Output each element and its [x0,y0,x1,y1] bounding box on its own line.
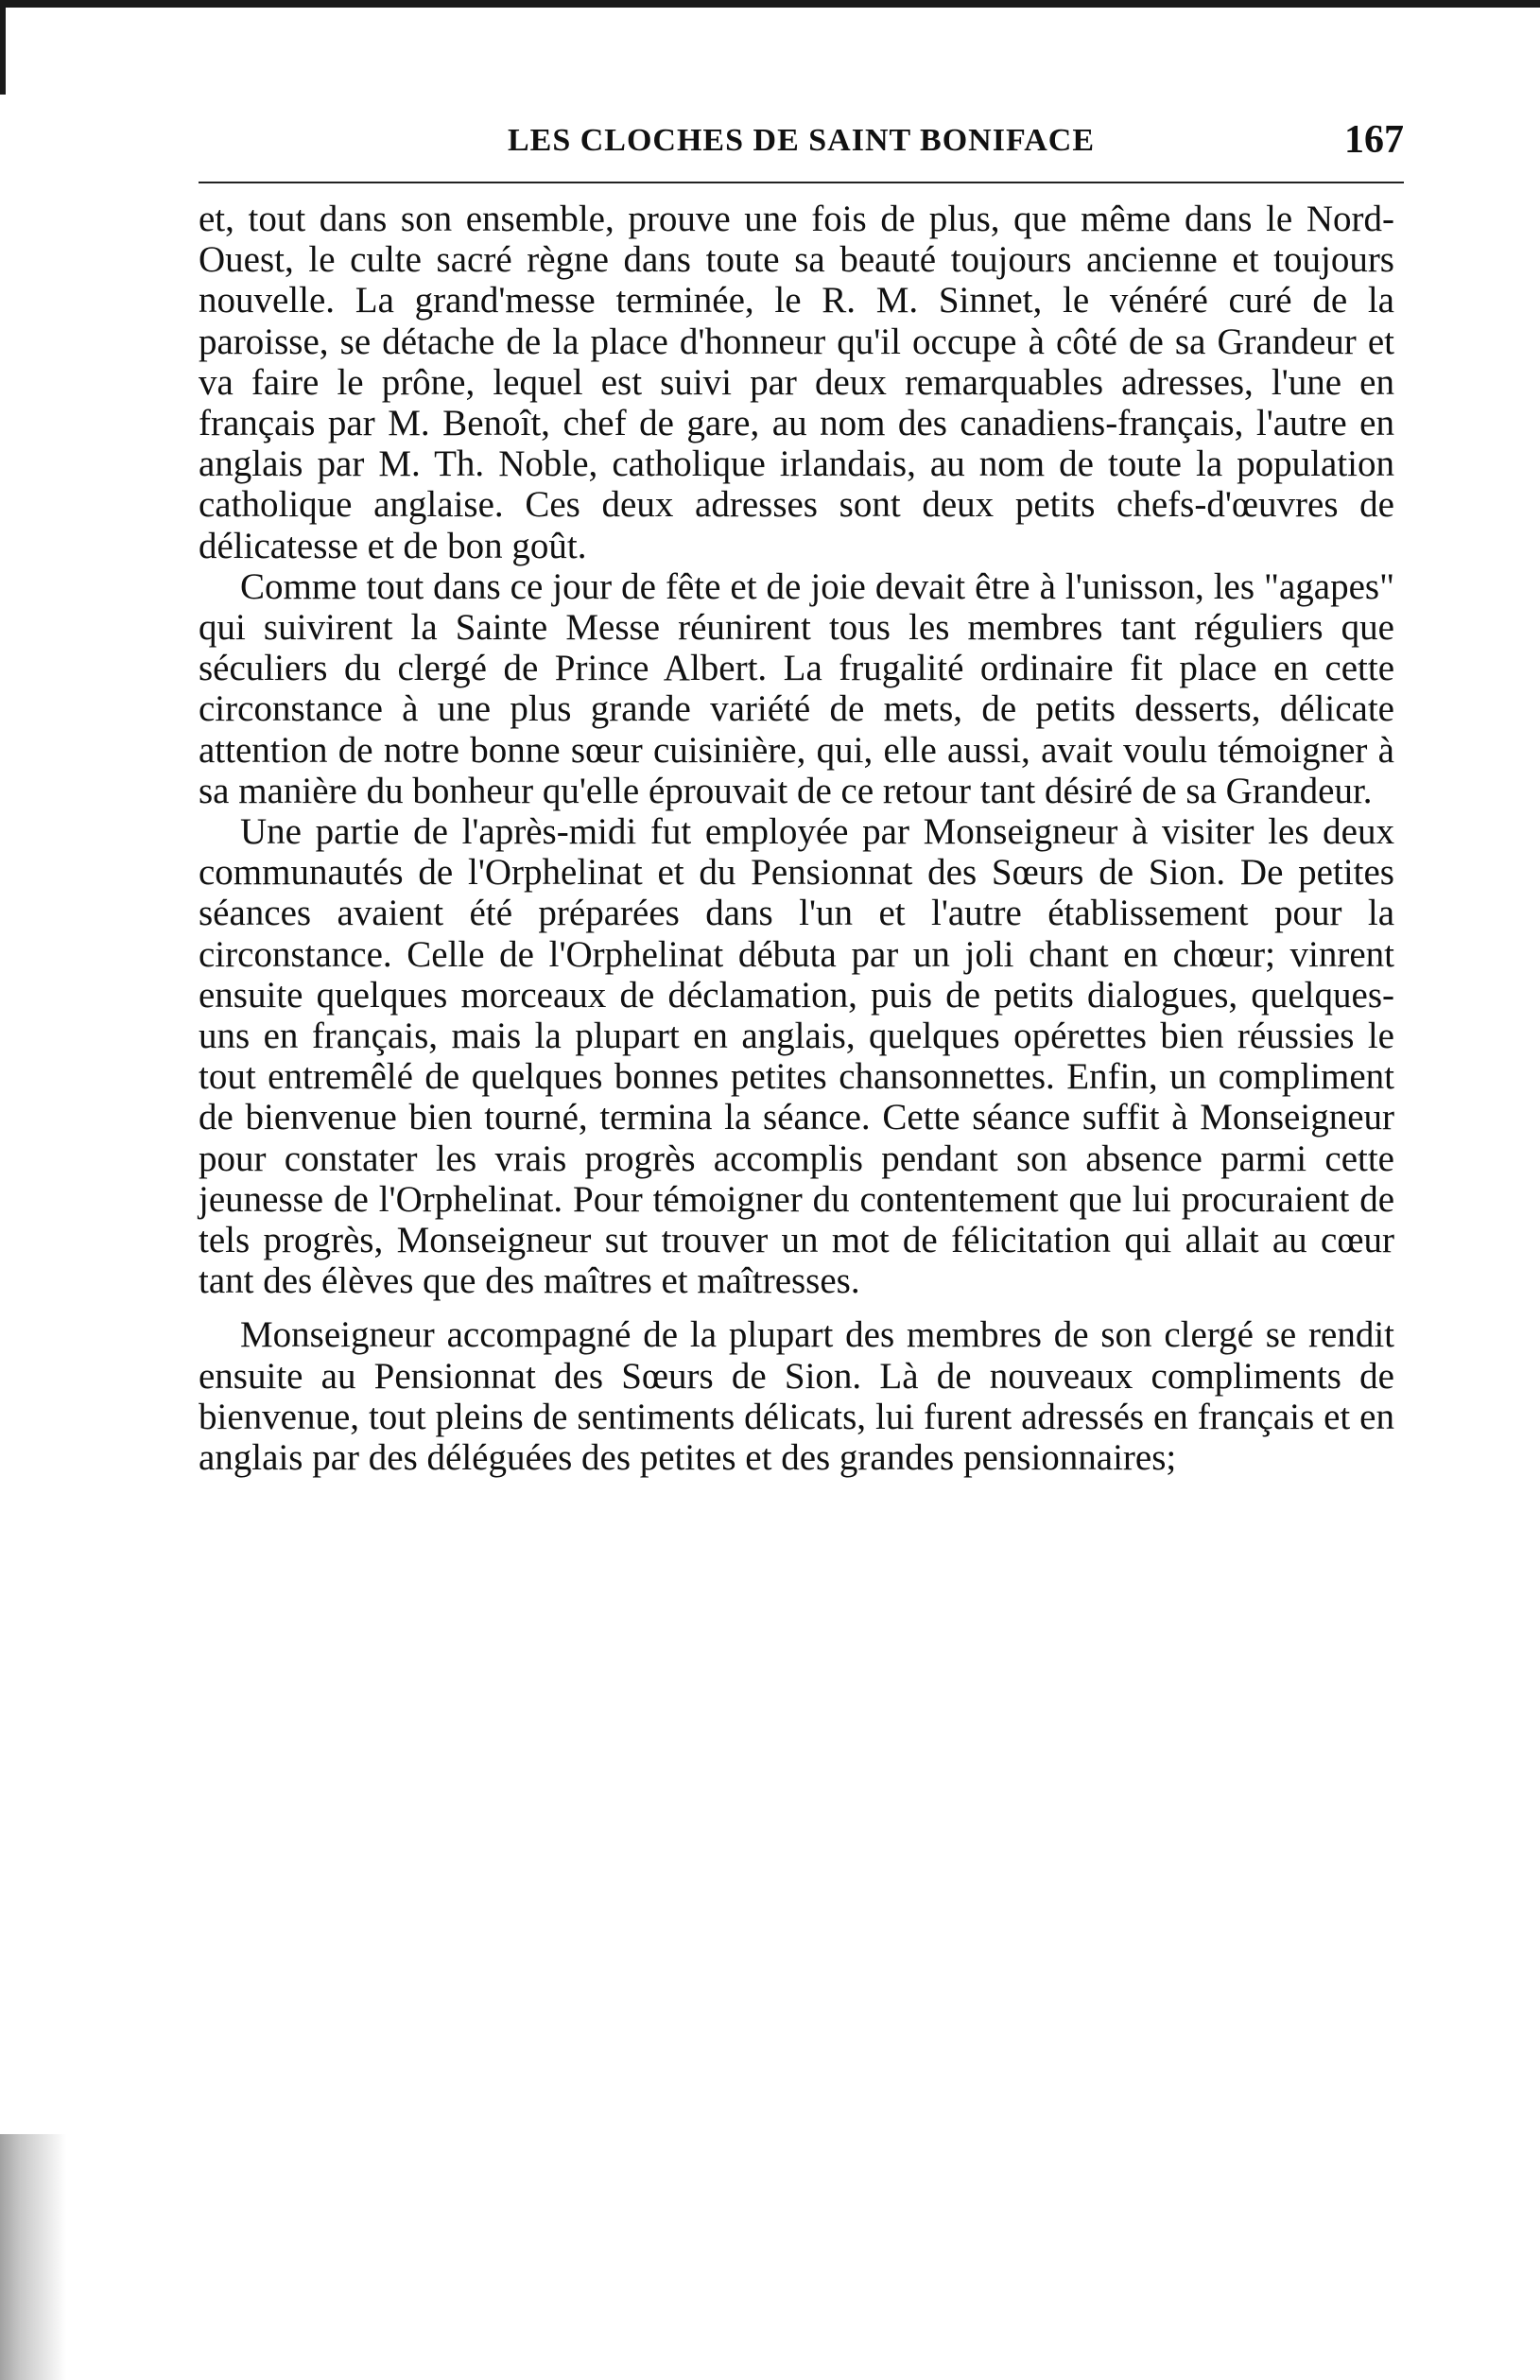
page-number: 167 [1344,118,1404,162]
paragraph: Comme tout dans ce jour de fête et de joie devait être à l'unisson, les "agapes" qui suivirent la Sainte Messe réunirent tous les membres tant réguliers que séculiers du clergé de Prince Albert. La frugalité ordinaire fit place en cette circonstance à une plus grande variété de mets, de petits desserts, délicate attention de notre bonne sœur cuisinière, qui, elle aussi, avait voulu témoigner à sa manière du bonheur qu'elle éprouvait de ce retour tant désiré de sa Grandeur. [199,565,1394,811]
running-head [199,112,1404,168]
body-text [199,199,1394,1478]
binding-edge-shadow [0,2134,66,2380]
paragraph: Monseigneur accompagné de la plupart des membres de son clergé se rendit ensuite au Pensionnat des Sœurs de Sion. Là de nouveaux compliments de bienvenue, tout pleins de sentiments délicats, lui furent adressés en français et en anglais par des déléguées des petites et des grandes pensionnaires; [199,1314,1394,1479]
left-edge-mark [0,0,6,95]
running-title: LES CLOCHES DE SAINT BONIFACE [507,123,1095,158]
paragraph: Une partie de l'après-midi fut employée par Monseigneur à visiter les deux communautés de l'Orphelinat et du Pensionnat des Sœurs de Sion. De petites séances avaient été préparées dans l'un et l'autre établissement pour la circonstance. Celle de l'Orphelinat débuta par un joli chant en chœur; vinrent ensuite quelques morceaux de déclamation, puis de petits dialogues, quelques-uns en français, mais la plupart en anglais, quelques opérettes bien réussies le tout entremêlé de quelques bonnes petites chansonnettes. Enfin, un compliment de bienvenue bien tourné, termina la séance. Cette séance suffit à Monseigneur pour constater les vrais progrès accomplis pendant son absence parmi cette jeunesse de l'Orphelinat. Pour témoigner du contentement que lui procuraient de tels progrès, Monseigneur sut trouver un mot de félicitation qui allait au cœur tant des élèves que des maîtres et maîtresses. [199,811,1394,1302]
top-border-rule [0,0,1540,8]
paragraph: et, tout dans son ensemble, prouve une fois de plus, que même dans le Nord-Ouest, le culte sacré règne dans toute sa beauté toujours ancienne et toujours nouvelle. La grand'messe terminée, le R. M. Sinnet, le vénéré curé de la paroisse, se détache de la place d'honneur qu'il occupe à côté de sa Grandeur et va faire le prône, lequel est suivi par deux remarquables adresses, l'une en français par M. Benoît, chef de gare, au nom des canadiens-français, l'autre en anglais par M. Th. Noble, catholique irlandais, au nom de toute la population catholique anglaise. Ces deux adresses sont deux petits chefs-d'œuvres de délicatesse et de bon goût. [199,199,1394,566]
header-rule [199,182,1404,183]
